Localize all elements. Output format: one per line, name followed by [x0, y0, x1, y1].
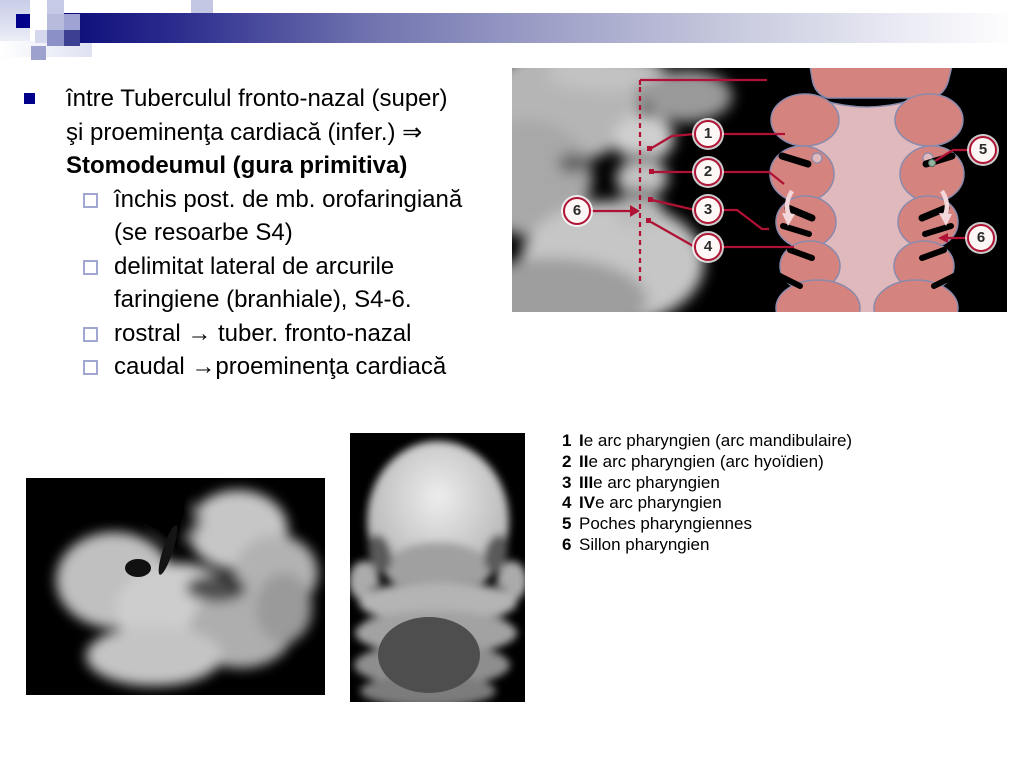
- legend-text: e arc pharyngien: [595, 493, 722, 513]
- legend-roman: IV: [579, 493, 596, 513]
- legend-row: [562, 473, 852, 494]
- legend-number: 5: [562, 514, 572, 534]
- slide-text-block: [24, 82, 510, 384]
- legend-number: 6: [562, 534, 572, 554]
- header-square: [191, 0, 213, 13]
- open-square-bullet-icon: [83, 327, 98, 342]
- legend-number: 3: [562, 472, 572, 492]
- open-square-bullet-icon: [83, 193, 98, 208]
- legend-text: Sillon pharyngien: [579, 534, 710, 554]
- sub-bullet-list: [24, 183, 510, 384]
- legend-roman: II: [579, 451, 589, 471]
- diagram-marker-5: 5: [969, 136, 997, 164]
- bullet-item: [24, 82, 510, 183]
- legend-number: 4: [562, 493, 572, 513]
- figure-legend: [562, 431, 852, 556]
- header-square: [47, 14, 64, 30]
- header-square: [35, 30, 47, 43]
- sub-bullet-text: caudal →proeminenţa cardiacă: [114, 353, 447, 380]
- legend-row: [562, 431, 852, 452]
- diagram-marker-1: 1: [694, 120, 722, 148]
- header-square: [64, 30, 80, 46]
- legend-row: [562, 493, 852, 514]
- bullet-square-icon: [24, 93, 35, 104]
- open-square-bullet-icon: [83, 260, 98, 275]
- legend-row: [562, 535, 852, 556]
- diagram-marker-6-left: 6: [563, 197, 591, 225]
- bullet-text-lead: între Tuberculul fronto-nazal (super) şi proeminenţa cardiacă (infer.) ⇒: [66, 85, 448, 146]
- diagram-marker-2: 2: [694, 158, 722, 186]
- legend-text: e arc pharyngien (arc hyoïdien): [588, 451, 824, 471]
- diagram-marker-6-right: 6: [967, 224, 995, 252]
- embryo-frontal-sem-photo: [350, 433, 525, 702]
- legend-number: 2: [562, 451, 572, 471]
- legend-text: e arc pharyngien (arc mandibulaire): [583, 431, 853, 450]
- bullet-text: [66, 82, 466, 183]
- header-square: [31, 46, 46, 60]
- legend-number: 1: [562, 431, 572, 450]
- legend-row: [562, 514, 852, 535]
- bullet-text-emphasis: Stomodeumul (gura primitiva): [66, 152, 408, 179]
- open-square-bullet-icon: [83, 360, 98, 375]
- legend-text: e arc pharyngien: [593, 472, 720, 492]
- pharyngeal-pouch-dot: [929, 160, 936, 167]
- legend-roman: III: [579, 472, 594, 492]
- sub-bullet-text: rostral → tuber. fronto-nazal: [114, 319, 412, 347]
- sub-bullet-item: [83, 183, 510, 250]
- diagram-marker-3: 3: [694, 196, 722, 224]
- pharyngeal-arches-figure: [512, 68, 1007, 312]
- header-square: [64, 14, 80, 30]
- sub-bullet-item: [83, 250, 510, 317]
- sub-bullet-text: închis post. de mb. orofaringiană (se resoarbe S4): [114, 185, 463, 246]
- diagram-marker-4: 4: [694, 233, 722, 261]
- legend-row: [562, 452, 852, 473]
- figure-artwork: [512, 68, 1007, 312]
- header-gradient-bar: [64, 13, 1008, 43]
- embryo-lateral-sem-photo: [26, 478, 325, 695]
- legend-text: Poches pharyngiennes: [579, 514, 752, 534]
- header-square: [47, 0, 64, 14]
- legend-roman: I: [579, 431, 584, 450]
- header-square-navy: [16, 14, 30, 28]
- sub-bullet-item: [83, 317, 510, 351]
- sub-bullet-item: [83, 350, 510, 384]
- header-square: [47, 30, 64, 46]
- sub-bullet-text: delimitat lateral de arcurile faringiene (branhiale), S4-6.: [114, 252, 412, 313]
